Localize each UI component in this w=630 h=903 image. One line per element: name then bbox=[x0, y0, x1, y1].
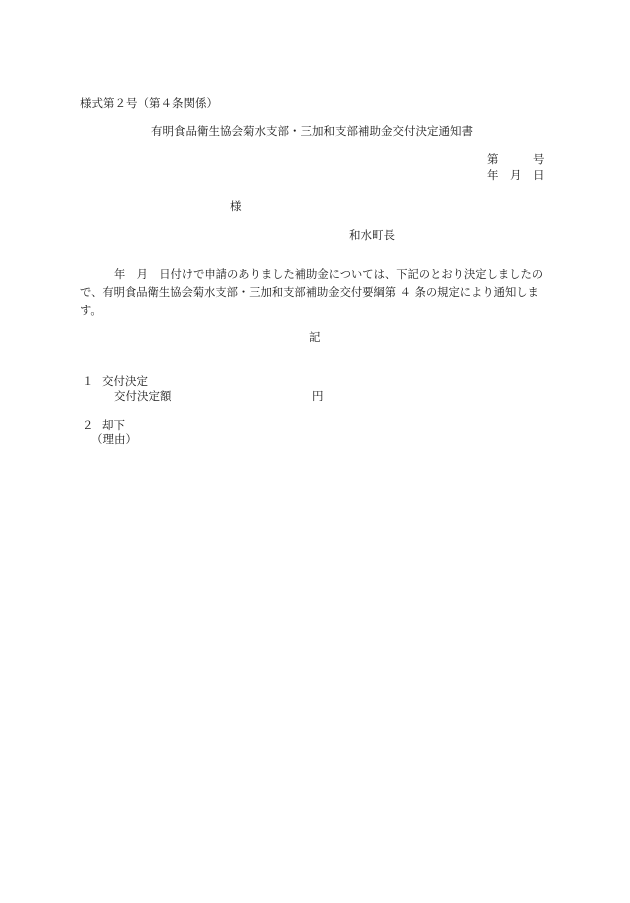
reference-number: 第 号 bbox=[487, 152, 545, 166]
currency-unit: 円 bbox=[312, 389, 324, 403]
form-label: 様式第２号（第４条関係） bbox=[80, 96, 218, 110]
item-sub-label: （理由） bbox=[91, 432, 137, 446]
item-label: 却下 bbox=[102, 418, 125, 432]
item-number: １ bbox=[82, 374, 94, 388]
sender: 和水町長 bbox=[349, 228, 395, 242]
issue-date: 年 月 日 bbox=[487, 168, 545, 182]
item-number: ２ bbox=[82, 418, 94, 432]
document-title: 有明食品衛生協会菊水支部・三加和支部補助金交付決定通知書 bbox=[151, 124, 473, 138]
body-text: 年 月 日付けで申請のありました補助金については、下記のとおり決定しましたので、有明食品衛生協会菊水支部・三加和支部補助金交付要綱第 ４ 条の規定により通知します。 bbox=[80, 268, 544, 317]
item-label: 交付決定 bbox=[102, 374, 148, 388]
addressee: 様 bbox=[230, 199, 242, 213]
item-sub-label: 交付決定額 bbox=[114, 389, 172, 403]
ki-heading: 記 bbox=[309, 330, 321, 344]
